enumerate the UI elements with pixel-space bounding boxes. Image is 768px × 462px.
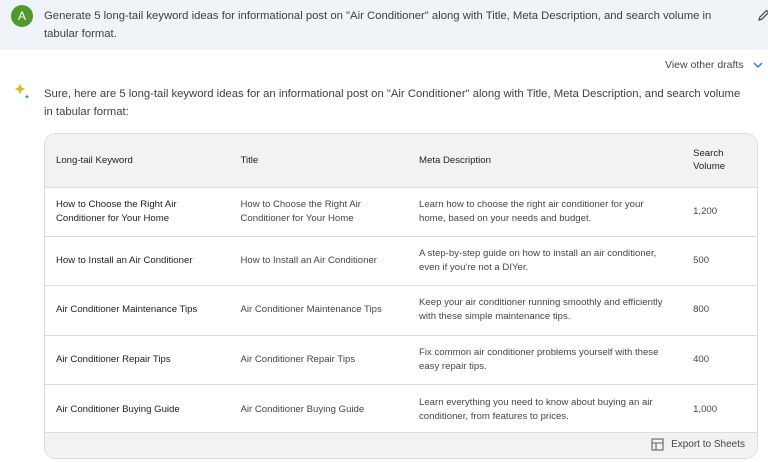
header-search-volume: Search Volume xyxy=(693,148,726,173)
cell-title: Air Conditioner Buying Guide xyxy=(229,385,408,434)
cell-title: How to Choose the Right Air Conditioner for Your Home xyxy=(229,187,408,236)
cell-volume: 500 xyxy=(682,236,757,285)
response-intro-text: Sure, here are 5 long-tail keyword ideas for an informational post on "Air Conditioner" along with Title, Meta Description, and search volume in tabular format: xyxy=(44,88,741,118)
table-row xyxy=(45,385,757,434)
cell-keyword: Air Conditioner Buying Guide xyxy=(45,385,229,434)
cell-volume: 400 xyxy=(682,335,757,384)
header-title: Title xyxy=(240,154,259,166)
table-row xyxy=(45,286,757,335)
pencil-icon[interactable] xyxy=(757,8,768,22)
table-header-row xyxy=(45,134,757,187)
view-drafts-label: View other drafts xyxy=(665,59,744,71)
user-prompt-text: Generate 5 long-tail keyword ideas for informational post on "Air Conditioner" along with Title, Meta Description, and search volume in tabular format. xyxy=(44,10,712,40)
header-meta-description: Meta Description xyxy=(419,154,491,166)
header-keyword: Long-tail Keyword xyxy=(56,154,133,166)
table-row xyxy=(45,335,757,384)
table-row xyxy=(45,236,757,285)
cell-meta: Learn everything you need to know about buying an air conditioner, from features to prices. xyxy=(408,385,682,434)
cell-keyword: Air Conditioner Maintenance Tips xyxy=(45,286,229,335)
cell-meta: Learn how to choose the right air conditioner for your home, based on your needs and budget. xyxy=(408,187,682,236)
cell-volume: 1,200 xyxy=(682,187,757,236)
keyword-table xyxy=(44,133,758,459)
cell-title: Air Conditioner Maintenance Tips xyxy=(229,286,408,335)
cell-keyword: How to Choose the Right Air Conditioner for Your Home xyxy=(45,187,229,236)
view-other-drafts-button[interactable] xyxy=(665,59,764,71)
cell-volume: 1,000 xyxy=(682,385,757,434)
chevron-down-icon xyxy=(752,60,764,70)
table-footer xyxy=(45,432,757,458)
cell-meta: A step-by-step guide on how to install an air conditioner, even if you're not a DIYer. xyxy=(408,236,682,285)
cell-title: Air Conditioner Repair Tips xyxy=(229,335,408,384)
sheets-icon xyxy=(651,438,664,451)
user-avatar[interactable]: A xyxy=(11,5,33,27)
cell-volume: 800 xyxy=(682,286,757,335)
user-prompt-bar xyxy=(0,0,768,50)
sparkle-icon xyxy=(12,82,32,102)
table-row xyxy=(45,187,757,236)
cell-title: How to Install an Air Conditioner xyxy=(229,236,408,285)
cell-meta: Keep your air conditioner running smoothly and efficiently with these simple maintenance tips. xyxy=(408,286,682,335)
cell-keyword: Air Conditioner Repair Tips xyxy=(45,335,229,384)
cell-meta: Fix common air conditioner problems yourself with these easy repair tips. xyxy=(408,335,682,384)
cell-keyword: How to Install an Air Conditioner xyxy=(45,236,229,285)
export-label: Export to Sheets xyxy=(671,439,745,450)
export-to-sheets-button[interactable] xyxy=(651,438,745,451)
